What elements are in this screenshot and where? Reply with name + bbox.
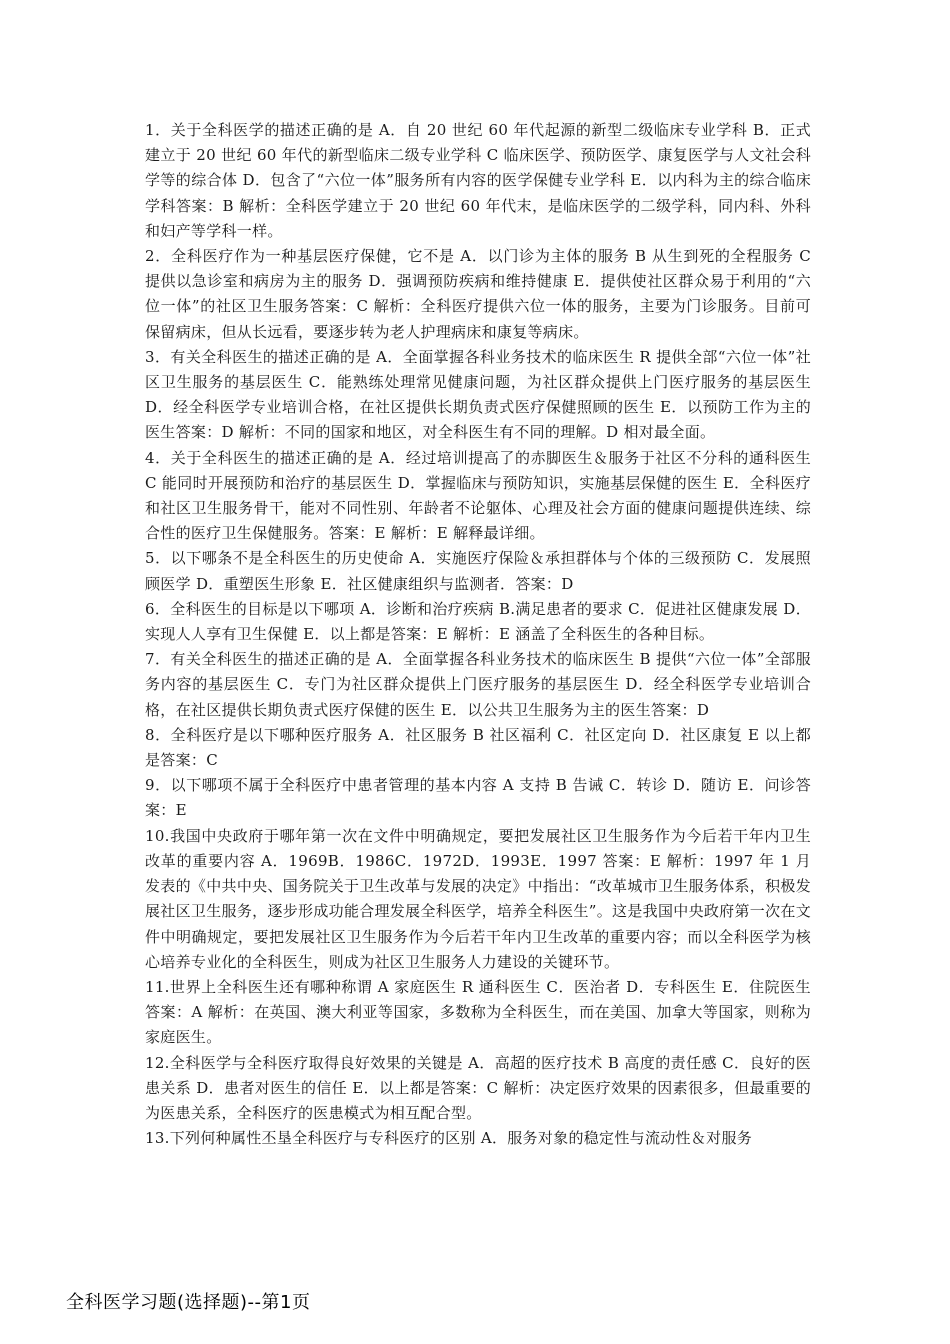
question-3: 3．有关全科医生的描述正确的是 A．全面掌握各科业务技术的临床医生 R 提供全部“六位一体”社区卫生服务的基层医生 C．能熟练处理常见健康问题，为社区群众提供上门医疗服务的基层医生 D．经全科医学专业培训合格，在社区提供长期负责式医疗保健照顾的医生 E．以预防工作为主的医生答案：D 解析：不同的国家和地区，对全科医生有不同的理解。D 相对最全面。 [145, 347, 811, 442]
question-6: 6．全科医生的目标是以下哪项 A．诊断和治疗疾病 B.满足患者的要求 C．促进社区健康发展 D．实现人人享有卫生保健 E．以上都是答案：E 解析：E 涵盖了全科医生的各种目标。 [145, 599, 811, 644]
question-10: 10.我国中央政府于哪年第一次在文件中明确规定，要把发展社区卫生服务作为今后若干年内卫生改革的重要内容 A．1969B．1986C．1972D．1993E．1997 答案：E 解析：1997 年 1 月发表的《中共中央、国务院关于卫生改革与发展的决定》中指出：“改革城市卫生服务体系，积极发展社区卫生服务，逐步形成功能合理发展全科医学，培养全科医生”。这是我国中央政府第一次在文件中明确规定，要把发展社区卫生服务作为今后若干年内卫生改革的重要内容；而以全科医学为核心培养专业化的全科医生，则成为社区卫生服务人力建设的关键环节。 [145, 826, 811, 971]
question-5: 5．以下哪条不是全科医生的历史使命 A．实施医疗保险＆承担群体与个体的三级预防 C．发展照顾医学 D．重塑医生形象 E．社区健康组织与监测者．答案：D [145, 549, 811, 593]
question-11: 11.世界上全科医生还有哪种称谓 A 家庭医生 R 通科医生 C．医治者 D．专科医生 E．住院医生答案：A 解析：在英国、澳大利亚等国家，多数称为全科医生，而在美国、加拿大等国家，则称为家庭医生。 [145, 977, 811, 1047]
page-footer: 全科医学习题(选择题)--第1页 [66, 1292, 311, 1313]
question-7: 7．有关全科医生的描述正确的是 A．全面掌握各科业务技术的临床医生 B 提供“六位一体”全部服务内容的基层医生 C．专门为社区群众提供上门医疗服务的基层医生 D．经全科医学专业培训合格，在社区提供长期负责式医疗保健的医生 E．以公共卫生服务为主的医生答案：D [145, 650, 811, 719]
question-13: 13.下列何种属性丕垦全科医疗与专科医疗的区别 A．服务对象的稳定性与流动性＆对服务 [145, 1129, 753, 1148]
question-9: 9．以下哪项不属于全科医疗中患者管理的基本内容 A 支持 B 告诫 C．转诊 D．随访 E．问诊答案：E [145, 776, 811, 820]
question-8: 8．全科医疗是以下哪种医疗服务 A．社区服务 B 社区福利 C．社区定向 D．社区康复 E 以上都是答案：C [145, 725, 811, 770]
question-2: 2．全科医疗作为一种基层医疗保健，它不是 A．以门诊为主体的服务 B 从生到死的全程服务 C 提供以急诊室和病房为主的服务 D．强调预防疾病和维持健康 E．提供使社区群众易于利用的“六位一体”的社区卫生服务答案：C 解析：全科医疗提供六位一体的服务，主要为门诊服务。目前可保留病床，但从长远看，要逐步转为老人护理病床和康复等病床。 [145, 247, 811, 341]
question-4: 4．关于全科医生的描述正确的是 A．经过培训提高了的赤脚医生＆服务于社区不分科的通科医生 C 能同时开展预防和治疗的基层医生 D．掌握临床与预防知识，实施基层保健的医生 E．全科医疗和社区卫生服务骨干，能对不同性别、年龄者不论躯体、心理及社会方面的健康问题提供连续、综合性的医疗卫生保健服务。答案：E 解析：E 解释最详细。 [145, 448, 811, 543]
question-1: 1．关于全科医学的描述正确的是 A．自 20 世纪 60 年代起源的新型二级临床专业学科 B．正式建立于 20 世纪 60 年代的新型临床二级专业学科 C 临床医学、预防医学、康复医学与人文社会科学等的综合体 D．包含了“六位一体”服务所有内容的医学保健专业学科 E．以内科为主的综合临床学科答案：B 解析：全科医学建立于 20 世纪 60 年代末，是临床医学的二级学科，同内科、外科和妇产等学科一样。 [145, 121, 811, 240]
document-body [145, 118, 811, 1151]
question-12: 12.全科医学与全科医疗取得良好效果的关键是 A．高超的医疗技术 B 高度的责任感 C．良好的医患关系 D．患者对医生的信任 E．以上都是答案：C 解析：决定医疗效果的因素很多，但最重要的为医患关系，全科医疗的医患模式为相互配合型。 [145, 1053, 811, 1122]
